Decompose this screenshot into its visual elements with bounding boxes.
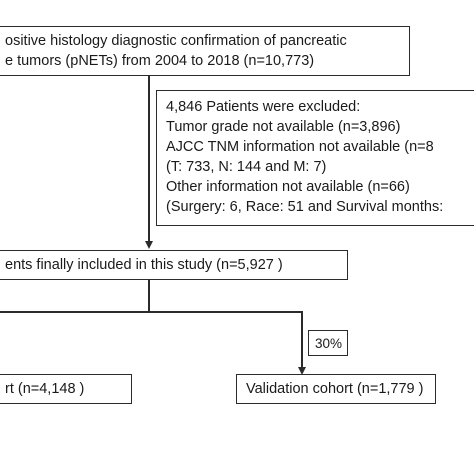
source-population-line-2: e tumors (pNETs) from 2004 to 2018 (n=10,773) [5, 53, 315, 69]
exclusion-other-info: Other information not available (n=66) [166, 179, 410, 195]
validation-branch-connector [301, 311, 303, 368]
source-population-line-1: ositive histology diagnostic confirmation of pancreatic [5, 33, 347, 49]
split-horizontal-connector [0, 311, 302, 313]
validation-cohort-text: Validation cohort (n=1,779 ) [246, 381, 424, 397]
trunk-connector [148, 76, 150, 242]
exclusion-ajcc-tnm: AJCC TNM information not available (n=8 [166, 139, 434, 155]
split-percentage-text: 30% [315, 336, 343, 351]
included-box [0, 250, 348, 280]
exclusion-tumor-grade: Tumor grade not available (n=3,896) [166, 119, 401, 135]
validation-cohort-box [236, 374, 436, 404]
split-vertical-connector [148, 280, 150, 312]
exclusion-other-breakdown: (Surgery: 6, Race: 51 and Survival months: [166, 199, 444, 215]
split-percentage-label [308, 330, 348, 356]
training-cohort-box [0, 374, 132, 404]
exclusion-header: 4,846 Patients were excluded: [166, 99, 361, 115]
source-population-box [0, 26, 410, 76]
training-cohort-text: rt (n=4,148 ) [5, 381, 85, 397]
included-text: ents finally included in this study (n=5,927 ) [5, 257, 283, 273]
exclusion-box [156, 90, 474, 226]
exclusion-tnm-breakdown: (T: 733, N: 144 and M: 7) [166, 159, 327, 175]
trunk-arrowhead [145, 241, 153, 249]
